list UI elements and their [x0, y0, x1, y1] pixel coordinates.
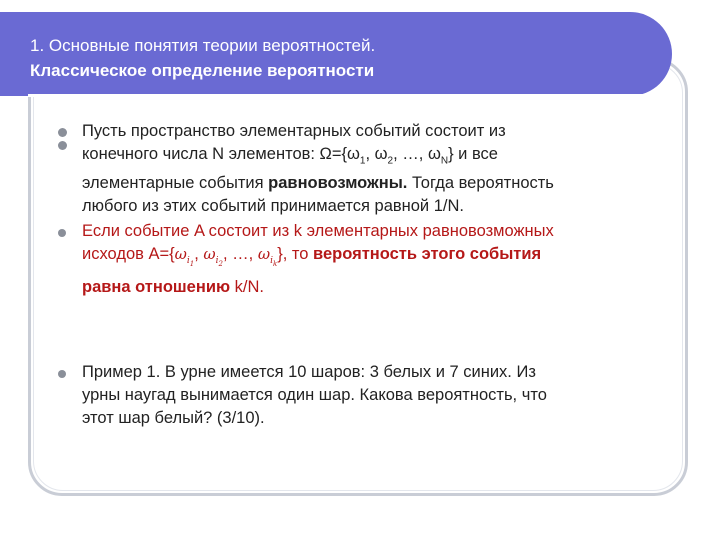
- text-span: Если событие A состоит из k элементарных равновозможных: [82, 222, 554, 241]
- text-span: , …, ω: [393, 145, 441, 163]
- text-span: ,: [194, 245, 204, 264]
- spacer: [56, 299, 676, 361]
- title-underline: [28, 94, 654, 97]
- bullet-icon: [58, 370, 66, 378]
- text-line: [82, 220, 676, 243]
- text-span: Тогда вероятность: [407, 174, 554, 193]
- text-line: [82, 407, 676, 430]
- omega-i2: $\omega_{i_2}$: [203, 245, 224, 269]
- subscript: 2: [387, 155, 394, 167]
- text-span: k/N.: [230, 278, 264, 297]
- bullet-example: [56, 361, 676, 430]
- bullet-icon: [58, 128, 67, 137]
- subscript: N: [440, 155, 449, 167]
- slide-subtitle: Классическое определение вероятности: [30, 61, 375, 80]
- emphasis-text: равна отношению: [82, 278, 231, 297]
- emphasis-text: равновозможны.: [268, 174, 408, 193]
- text-span: Пример 1. В урне имеется 10 шаров: 3 белых и 7 синих. Из: [82, 363, 536, 382]
- text-span: Пусть пространство элементарных событий состоит из: [82, 122, 506, 140]
- text-line: [82, 143, 676, 172]
- bullet-icon: [58, 229, 66, 237]
- slide-title: 1. Основные понятия теории вероятностей.: [30, 36, 376, 55]
- bullet-definition: [56, 120, 676, 218]
- text-span: } и все: [448, 145, 498, 163]
- title-banner: [0, 12, 672, 96]
- bullet-icon: [58, 141, 67, 150]
- text-span: конечного числа N элементов: Ω={ω: [82, 145, 360, 163]
- emphasis-text: вероятность этого события: [313, 245, 542, 264]
- text-span: любого из этих событий принимается равной 1/N.: [82, 197, 464, 216]
- text-line: [82, 276, 676, 299]
- text-span: урны наугад вынимается один шар. Какова вероятность, что: [82, 386, 547, 405]
- text-line: [82, 361, 676, 384]
- text-line: [82, 384, 676, 407]
- text-line: [82, 120, 676, 143]
- text-span: , ω: [365, 145, 388, 163]
- text-span: исходов A={: [82, 245, 175, 264]
- text-line: [82, 195, 676, 218]
- text-span: }, то: [277, 245, 314, 264]
- text-span: , …,: [223, 245, 258, 264]
- bullet-classical-probability: [56, 220, 676, 299]
- text-line: [82, 243, 676, 276]
- text-line: [82, 172, 676, 195]
- slide-body: [56, 120, 676, 430]
- omega-i1: $\omega_{i_1}$: [174, 245, 195, 269]
- subscript: 1: [359, 155, 366, 167]
- omega-ik: $\omega_{i_k}$: [257, 245, 278, 269]
- text-span: этот шар белый? (3/10).: [82, 409, 265, 428]
- text-span: элементарные события: [82, 174, 269, 193]
